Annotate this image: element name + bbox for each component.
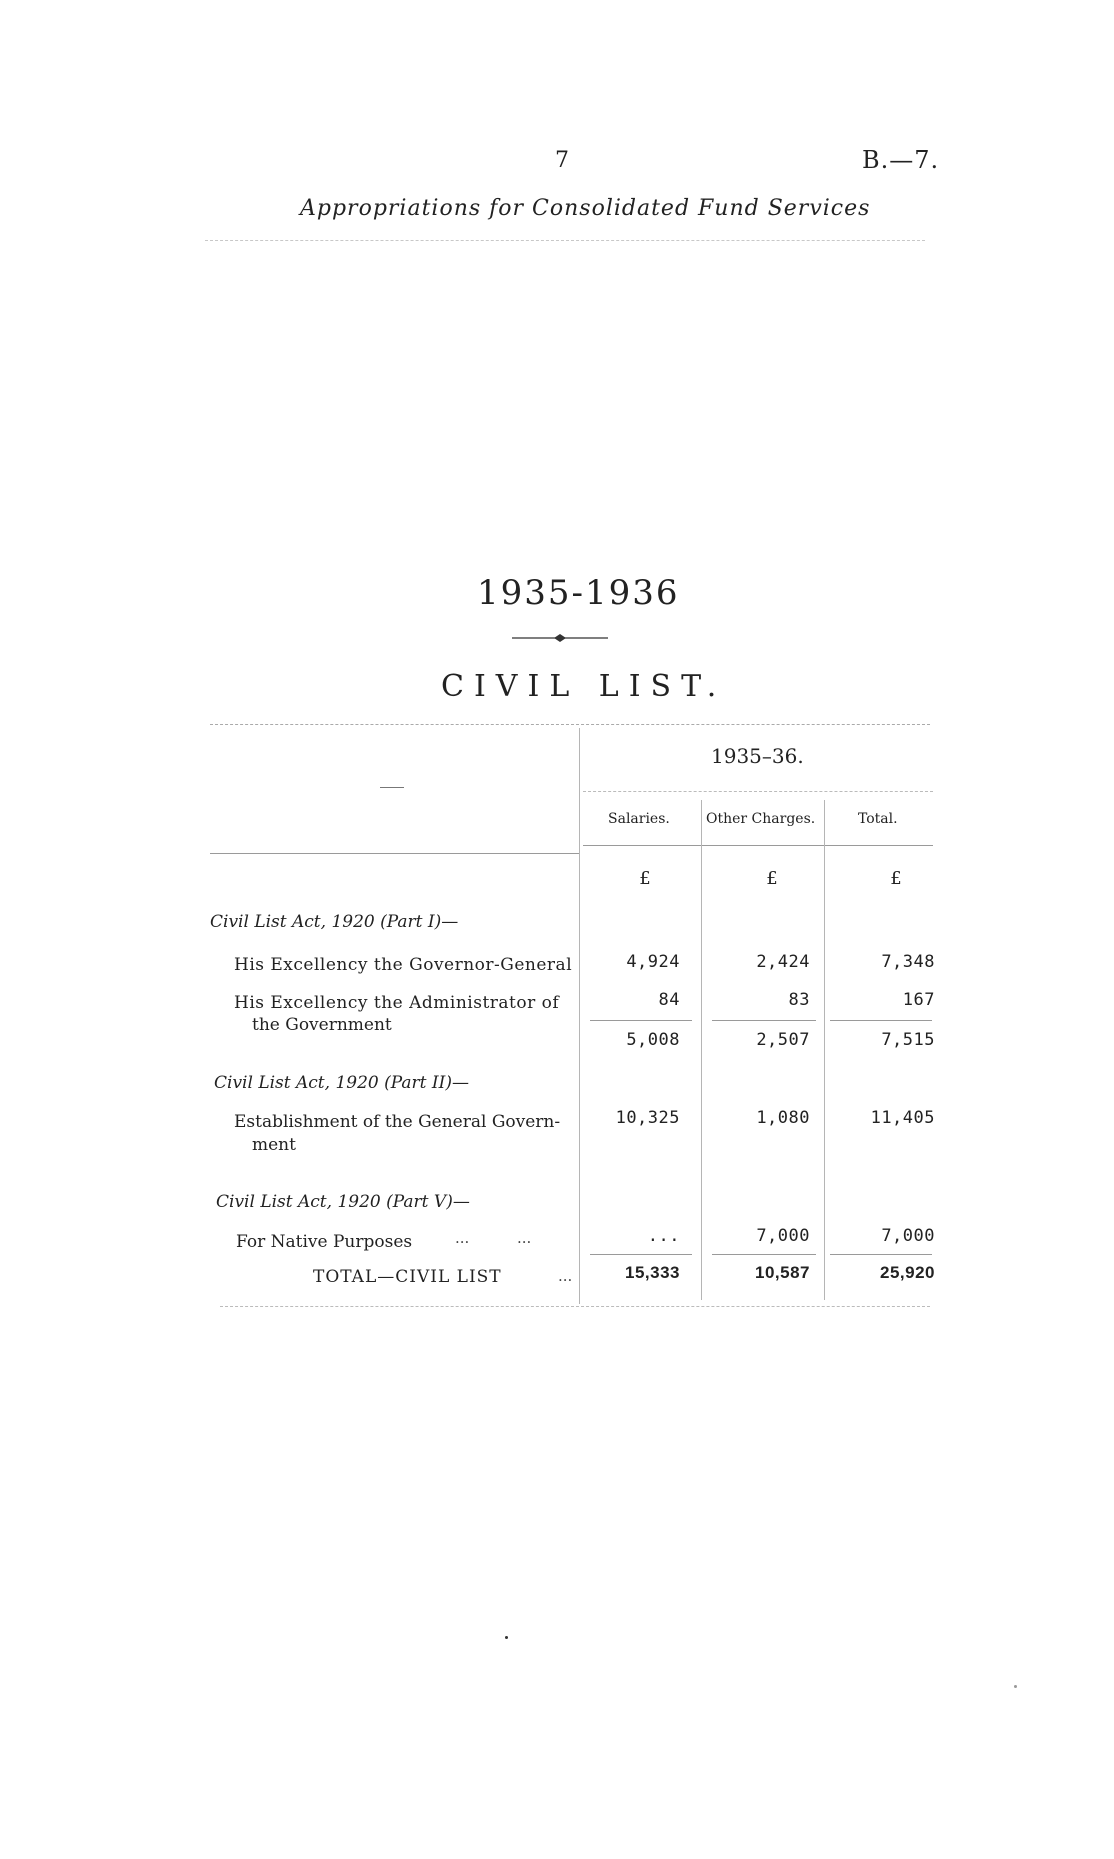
header-divider [583,791,933,792]
total-rule [712,1254,816,1255]
group-heading: Civil List Act, 1920 (Part II)— [214,1073,469,1093]
cell-total: 167 [902,990,935,1010]
subtotal-salaries: 5,008 [626,1030,680,1050]
column-header-total: Total. [858,811,898,827]
stub-column-divider [579,728,580,1304]
header-rule [205,240,925,241]
cell-other-charges: 7,000 [756,1226,810,1246]
subtotal-rule [590,1020,692,1021]
table-bottom-rule [220,1306,930,1307]
cell-salaries: ... [647,1226,680,1246]
stub-header-rule [210,853,580,854]
currency-salaries: £ [639,868,651,889]
scan-speck [1014,1685,1017,1688]
cell-salaries: 10,325 [615,1108,680,1128]
total-rule [830,1254,932,1255]
cell-other-charges: 1,080 [756,1108,810,1128]
cell-salaries: 4,924 [626,952,680,972]
cell-total: 7,000 [881,1226,935,1246]
total-rule [590,1254,692,1255]
cell-total: 7,348 [881,952,935,972]
table-top-rule [210,724,930,725]
row-label: His Excellency the Governor-General [234,955,573,975]
row-label-line1: Establishment of the General Govern- [234,1112,561,1132]
document-reference: B.—7. [862,146,940,174]
period-heading: 1935–36. [711,744,804,768]
subtotal-rule [712,1020,816,1021]
cell-total: 11,405 [870,1108,935,1128]
ornament-divider [512,633,608,643]
currency-other-charges: £ [766,868,778,889]
section-title: CIVIL LIST. [441,669,727,704]
row-label-line2: the Government [252,1015,392,1035]
row-label-line2: ment [252,1135,296,1155]
currency-total: £ [890,868,902,889]
subtotal-rule [830,1020,932,1021]
subtotal-other-charges: 2,507 [756,1030,810,1050]
group-heading: Civil List Act, 1920 (Part I)— [210,912,459,932]
leader-dots: ... ... [455,1229,532,1247]
stub-header-dash [380,787,404,788]
year-title: 1935-1936 [477,573,680,613]
total-other-charges: 10,587 [755,1263,810,1282]
cell-other-charges: 83 [788,990,810,1010]
group-heading: Civil List Act, 1920 (Part V)— [216,1192,470,1212]
running-title: Appropriations for Consolidated Fund Services [300,196,871,221]
cell-other-charges: 2,424 [756,952,810,972]
total-salaries: 15,333 [625,1263,680,1282]
scan-speck [505,1636,508,1639]
total-label: TOTAL—CIVIL LIST [313,1267,502,1287]
column-header-rule [583,845,933,846]
cell-salaries: 84 [658,990,680,1010]
total-total: 25,920 [880,1263,935,1282]
salaries-column-divider [701,800,702,1300]
page-number: 7 [555,148,569,173]
row-label-line1: His Excellency the Administrator of [234,993,560,1013]
row-label: For Native Purposes [236,1232,413,1252]
leader-dots: ... [558,1267,573,1285]
column-header-other-charges: Other Charges. [706,811,816,827]
charges-column-divider [824,800,825,1300]
subtotal-total: 7,515 [881,1030,935,1050]
column-header-salaries: Salaries. [608,811,670,827]
